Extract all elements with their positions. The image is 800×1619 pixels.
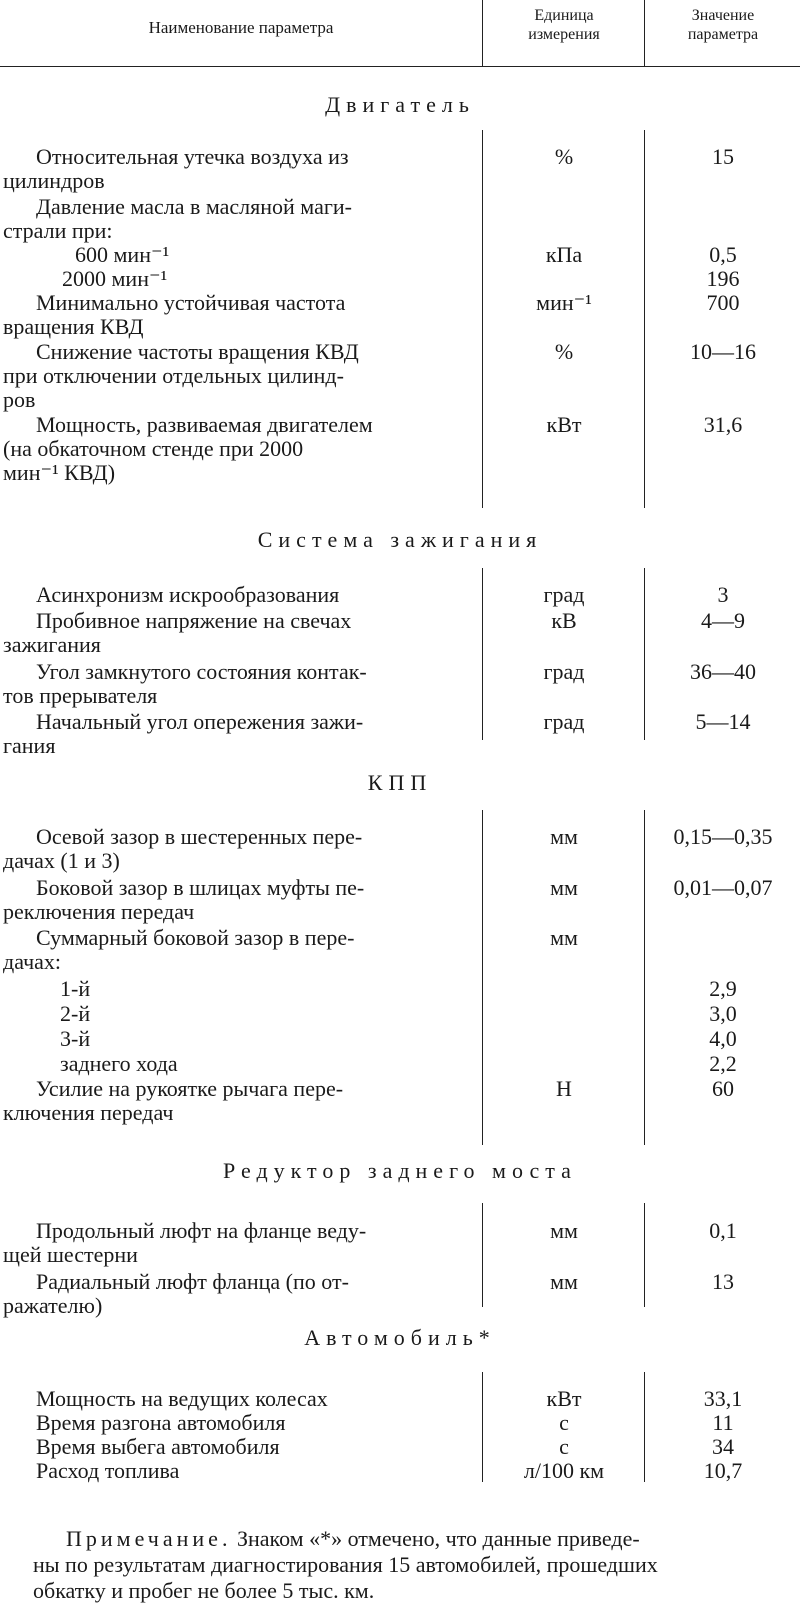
param-unit: мм bbox=[550, 1269, 578, 1294]
footnote-text: ны по результатам диагностирования 15 автомобилей, прошедших bbox=[33, 1552, 658, 1577]
param-unit: кВ bbox=[551, 608, 577, 633]
column-divider bbox=[644, 1372, 645, 1482]
param-value: 11 bbox=[712, 1410, 734, 1435]
param-unit: град bbox=[543, 709, 585, 734]
param-name: Относительная утечка воздуха из цилиндров bbox=[3, 144, 349, 193]
param-name: Продольный люфт на фланце веду- щей шестерни bbox=[3, 1218, 367, 1267]
param-name: Радиальный люфт фланца (по от- ражателю) bbox=[3, 1269, 349, 1318]
footnote bbox=[33, 1526, 788, 1604]
param-name: Мощность на ведущих колесах bbox=[36, 1386, 328, 1411]
column-divider bbox=[482, 1372, 483, 1482]
section-title-engine: Двигатель bbox=[325, 92, 475, 117]
param-value: 15 bbox=[712, 144, 734, 169]
param-unit: % bbox=[554, 144, 574, 169]
param-name: Мощность, развиваемая двигателем (на обкаточном стенде при 2000 мин⁻¹ КВД) bbox=[3, 412, 373, 485]
header-unit-line2: измерения bbox=[528, 26, 600, 43]
param-value: 3,0 bbox=[709, 1001, 737, 1026]
param-unit: кПа bbox=[545, 242, 583, 267]
column-divider bbox=[644, 130, 645, 508]
param-value: 13 bbox=[712, 1269, 734, 1294]
param-unit: град bbox=[543, 659, 585, 684]
column-divider bbox=[482, 810, 483, 1145]
param-unit: Н bbox=[556, 1076, 572, 1101]
param-value: 3 bbox=[717, 582, 729, 607]
column-divider bbox=[482, 568, 483, 740]
column-divider bbox=[482, 130, 483, 508]
param-name: 600 мин⁻¹ bbox=[75, 242, 170, 267]
param-name: Снижение частоты вращения КВД при отключении отдельных цилинд- ров bbox=[3, 339, 359, 412]
param-value: 0,15—0,35 bbox=[673, 824, 773, 849]
param-name: Минимально устойчивая частота вращения КВД bbox=[3, 290, 346, 339]
param-name: Расход топлива bbox=[36, 1458, 180, 1483]
param-name: Суммарный боковой зазор в пере- дачах: bbox=[3, 925, 355, 974]
param-unit: с bbox=[559, 1410, 569, 1435]
header-value bbox=[646, 6, 800, 44]
column-divider bbox=[482, 1203, 483, 1307]
header-divider bbox=[644, 0, 645, 66]
param-name: Усилие на рукоятке рычага пере- ключения передач bbox=[3, 1076, 344, 1125]
param-unit: кВт bbox=[546, 1386, 582, 1411]
param-name: Начальный угол опережения зажи- гания bbox=[3, 709, 364, 758]
table-header bbox=[0, 0, 800, 67]
header-unit-line1: Единица bbox=[534, 7, 594, 24]
column-divider bbox=[644, 1203, 645, 1307]
footnote-label: Примечание. bbox=[66, 1526, 232, 1551]
param-value: 2,9 bbox=[709, 976, 737, 1001]
footnote-text: Знаком «*» отмечено, что данные приведе- bbox=[231, 1526, 640, 1551]
section-title-car: Автомобиль* bbox=[304, 1325, 496, 1350]
param-value: 34 bbox=[712, 1434, 734, 1459]
param-value: 5—14 bbox=[695, 709, 751, 734]
param-unit: мм bbox=[550, 925, 578, 950]
param-unit: мин⁻¹ bbox=[536, 290, 592, 315]
header-value-line2: параметра bbox=[687, 26, 759, 43]
param-value: 0,01—0,07 bbox=[673, 875, 773, 900]
param-value: 4—9 bbox=[701, 608, 745, 633]
param-name: 2-й bbox=[60, 1001, 91, 1026]
param-value: 0,1 bbox=[709, 1218, 737, 1243]
header-parameter-name: Наименование параметра bbox=[148, 18, 334, 37]
section-title-ignition: Система зажигания bbox=[257, 527, 543, 552]
section-title-reducer: Редуктор заднего моста bbox=[223, 1158, 577, 1183]
param-value: 36—40 bbox=[690, 659, 756, 684]
param-name: Угол замкнутого состояния контак- тов прерывателя bbox=[3, 659, 367, 708]
param-unit: град bbox=[543, 582, 585, 607]
param-value: 0,5 bbox=[709, 242, 737, 267]
param-name: 2000 мин⁻¹ bbox=[62, 266, 168, 291]
param-name: Асинхронизм искрообразования bbox=[36, 582, 340, 607]
param-unit: мм bbox=[550, 875, 578, 900]
param-value: 10,7 bbox=[703, 1458, 743, 1483]
param-value: 700 bbox=[706, 290, 740, 315]
param-name: заднего хода bbox=[60, 1051, 178, 1076]
param-unit: л/100 км bbox=[523, 1458, 605, 1483]
param-unit: кВт bbox=[546, 412, 582, 437]
param-name: Осевой зазор в шестеренных пере- дачах (1 и 3) bbox=[3, 824, 363, 873]
column-divider bbox=[644, 568, 645, 740]
param-name: 3-й bbox=[60, 1026, 91, 1051]
param-name: Боковой зазор в шлицах муфты пе- реключения передач bbox=[3, 875, 365, 924]
param-name: 1-й bbox=[60, 976, 91, 1001]
param-unit: мм bbox=[550, 824, 578, 849]
param-unit: % bbox=[554, 339, 574, 364]
header-value-line1: Значение bbox=[691, 7, 755, 24]
param-name: Время выбега автомобиля bbox=[36, 1434, 280, 1459]
header-unit bbox=[484, 6, 644, 44]
param-value: 2,2 bbox=[709, 1051, 737, 1076]
column-divider bbox=[644, 810, 645, 1145]
param-name: Пробивное напряжение на свечах зажигания bbox=[3, 608, 352, 657]
param-name: Время разгона автомобиля bbox=[36, 1410, 286, 1435]
section-title-gearbox: КПП bbox=[367, 770, 433, 795]
param-value: 60 bbox=[712, 1076, 734, 1101]
header-divider bbox=[482, 0, 483, 66]
param-unit: с bbox=[559, 1434, 569, 1459]
param-value: 33,1 bbox=[703, 1386, 743, 1411]
param-value: 10—16 bbox=[690, 339, 756, 364]
param-unit: мм bbox=[550, 1218, 578, 1243]
param-value: 31,6 bbox=[703, 412, 743, 437]
param-name: Давление масла в масляной маги- страли при: bbox=[3, 194, 352, 243]
param-value: 196 bbox=[706, 266, 740, 291]
footnote-text: обкатку и пробег не более 5 тыс. км. bbox=[33, 1578, 375, 1603]
param-value: 4,0 bbox=[709, 1026, 737, 1051]
